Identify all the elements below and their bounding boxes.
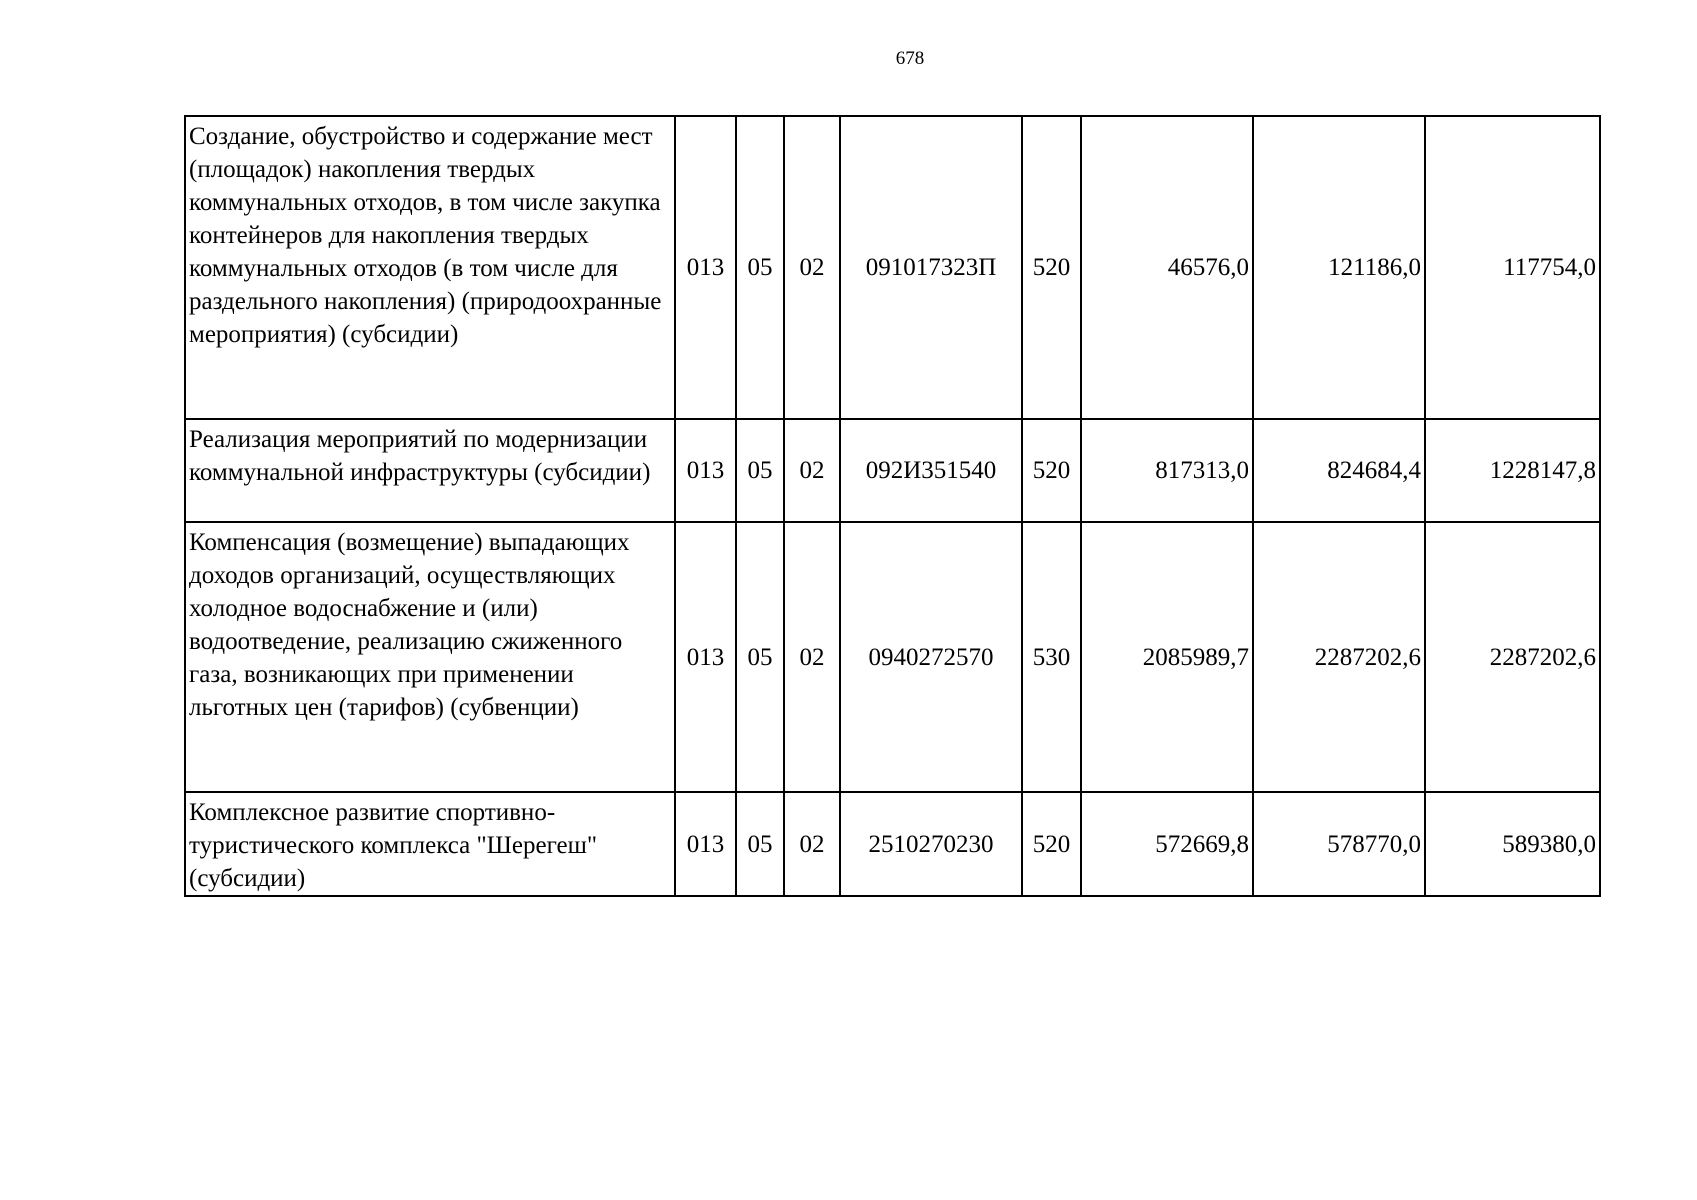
subsection-code: 02: [784, 792, 840, 896]
ministry-code: 013: [675, 522, 736, 792]
amount-year-2: 578770,0: [1253, 792, 1425, 896]
amount-year-2: 2287202,6: [1253, 522, 1425, 792]
subsection-code: 02: [784, 116, 840, 419]
amount-year-2: 824684,4: [1253, 419, 1425, 522]
page-number: 678: [895, 48, 925, 69]
ministry-code: 013: [675, 792, 736, 896]
section-code: 05: [736, 419, 784, 522]
amount-year-1: 2085989,7: [1081, 522, 1253, 792]
amount-year-2: 121186,0: [1253, 116, 1425, 419]
ministry-code: 013: [675, 419, 736, 522]
section-code: 05: [736, 522, 784, 792]
amount-year-3: 2287202,6: [1425, 522, 1600, 792]
budget-table: [184, 115, 1601, 897]
subsection-code: 02: [784, 419, 840, 522]
amount-year-3: 117754,0: [1425, 116, 1600, 419]
target-article-code: 0940272570: [840, 522, 1022, 792]
expense-type-code: 530: [1022, 522, 1081, 792]
target-article-code: 092И351540: [840, 419, 1022, 522]
amount-year-1: 572669,8: [1081, 792, 1253, 896]
subsection-code: 02: [784, 522, 840, 792]
expense-type-code: 520: [1022, 792, 1081, 896]
table-row: [185, 116, 1600, 419]
section-code: 05: [736, 792, 784, 896]
expense-type-code: 520: [1022, 419, 1081, 522]
row-description: Комплексное развитие спортивно-туристического комплекса "Шерегеш" (субсидии): [185, 792, 675, 896]
amount-year-3: 1228147,8: [1425, 419, 1600, 522]
target-article-code: 091017323П: [840, 116, 1022, 419]
table-row: [185, 419, 1600, 522]
row-description: Создание, обустройство и содержание мест (площадок) накопления твердых коммунальных отходов, в том числе закупка контейнеров для накопления твердых коммунальных отходов (в том числе для раздельного накопления) (природоохранные мероприятия) (субсидии): [185, 116, 675, 419]
amount-year-1: 46576,0: [1081, 116, 1253, 419]
target-article-code: 2510270230: [840, 792, 1022, 896]
row-description: Компенсация (возмещение) выпадающих доходов организаций, осуществляющих холодное водоснабжение и (или) водоотведение, реализацию сжиженного газа, возникающих при применении льготных цен (тарифов) (субвенции): [185, 522, 675, 792]
row-description: Реализация мероприятий по модернизации коммунальной инфраструктуры (субсидии): [185, 419, 675, 522]
amount-year-3: 589380,0: [1425, 792, 1600, 896]
expense-type-code: 520: [1022, 116, 1081, 419]
amount-year-1: 817313,0: [1081, 419, 1253, 522]
ministry-code: 013: [675, 116, 736, 419]
table-row: [185, 522, 1600, 792]
section-code: 05: [736, 116, 784, 419]
table-row: [185, 792, 1600, 896]
